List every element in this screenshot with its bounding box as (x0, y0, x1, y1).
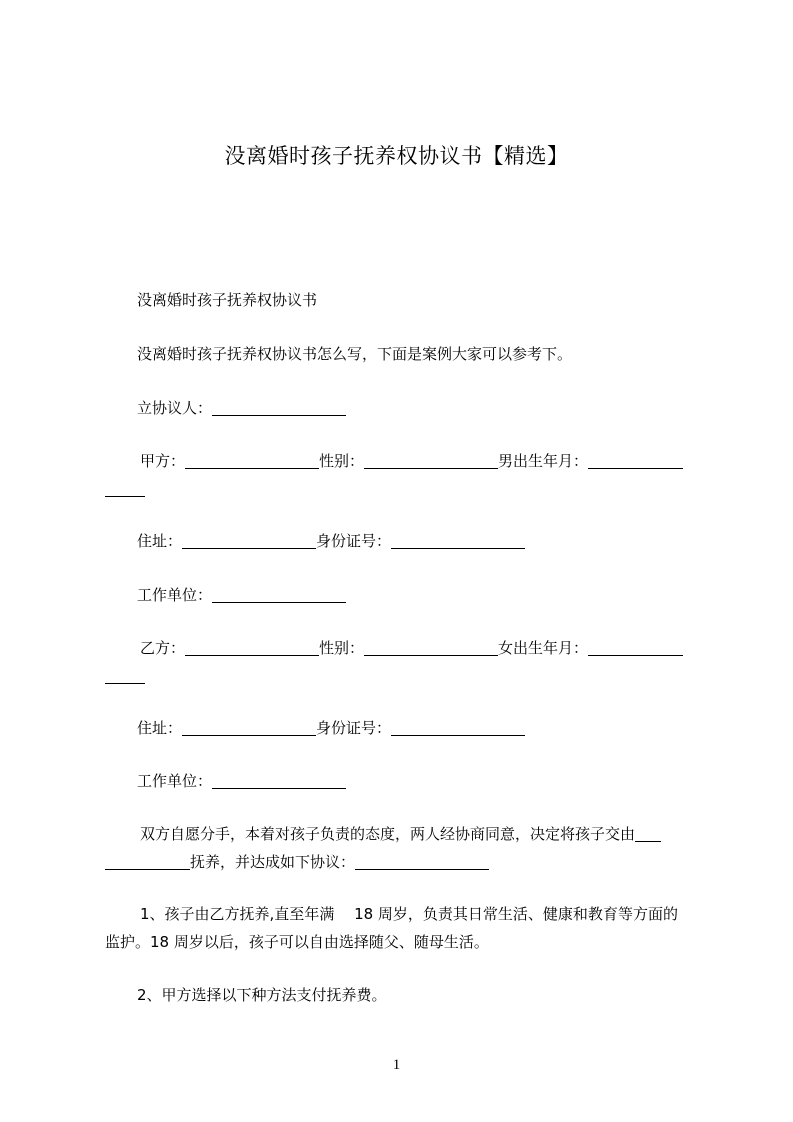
agreement-heading (105, 285, 737, 315)
party-a-id-blank[interactable] (391, 530, 525, 549)
agreement-intro-text-1: 双方自愿分手，本着对孩子负责的态度，两人经协商同意，决定将孩子交由 (140, 825, 636, 843)
agreement-intro-text-2: 抚养，并达成如下协议： (190, 853, 356, 871)
parties-label: 立协议人： (137, 399, 213, 417)
party-a-address-label: 住址： (137, 532, 183, 550)
party-b-line (105, 633, 740, 663)
party-b-address-blank[interactable] (182, 717, 316, 736)
party-a-work-line (105, 580, 737, 610)
clause-1-text-1: 1、孩子由乙方抚养,直至年满 18 周岁，负责其日常生活、健康和教育等方面的 (140, 905, 678, 923)
party-a-id-label: 身份证号： (316, 532, 392, 550)
clause-2-line (105, 980, 737, 1010)
party-a-address-line (105, 526, 737, 556)
party-b-birth-blank-cont[interactable] (105, 665, 145, 684)
party-b-address-line (105, 713, 737, 743)
agreement-blank[interactable] (355, 851, 489, 870)
party-a-address-blank[interactable] (182, 530, 316, 549)
clause-1-line-1 (105, 899, 740, 929)
party-a-label: 甲方： (140, 452, 186, 470)
party-a-name-blank[interactable] (185, 450, 319, 469)
clause-1-text-2: 监护。18 周岁以后，孩子可以自由选择随父、随母生活。 (105, 933, 489, 951)
agreement-heading-text: 没离婚时孩子抚养权协议书 (137, 291, 318, 309)
party-b-id-label: 身份证号： (316, 719, 392, 737)
party-b-id-blank[interactable] (391, 717, 525, 736)
intro-paragraph (105, 339, 737, 369)
clause-1-line-2 (105, 927, 705, 957)
parties-line (105, 393, 737, 423)
intro-text: 没离婚时孩子抚养权协议书怎么写，下面是案例大家可以参考下。 (137, 345, 573, 363)
party-a-gender-blank[interactable] (364, 450, 498, 469)
clause-2-text: 2、甲方选择以下种方法支付抚养费。 (137, 986, 387, 1004)
party-a-work-blank[interactable] (212, 584, 346, 603)
party-a-birth-label: 出生年月： (513, 452, 589, 470)
party-b-gender-blank[interactable] (364, 637, 498, 656)
party-b-name-blank[interactable] (185, 637, 319, 656)
party-b-line-cont (105, 661, 705, 691)
party-a-gender-label: 性别： (319, 452, 365, 470)
party-b-birth-blank[interactable] (588, 637, 683, 656)
party-a-line-cont (105, 474, 705, 504)
party-b-birth-label: 出生年月： (513, 639, 589, 657)
document-title: 没离婚时孩子抚养权协议书【精选】 (224, 144, 569, 168)
agreement-intro-line-2 (105, 847, 705, 877)
party-b-gender-value: 女 (498, 639, 514, 657)
party-b-gender-label: 性别： (319, 639, 365, 657)
party-b-work-blank[interactable] (212, 770, 346, 789)
custodian-blank-cont[interactable] (105, 851, 190, 870)
party-b-work-label: 工作单位： (137, 772, 213, 790)
party-b-address-label: 住址： (137, 719, 183, 737)
party-b-work-line (105, 766, 737, 796)
agreement-intro-line-1 (105, 819, 740, 849)
page-number: 1 (392, 1057, 401, 1073)
party-b-label: 乙方： (140, 639, 186, 657)
party-a-birth-blank-cont[interactable] (105, 478, 145, 497)
party-a-work-label: 工作单位： (137, 586, 213, 604)
party-a-birth-blank[interactable] (588, 450, 683, 469)
parties-blank[interactable] (212, 397, 346, 416)
party-a-gender-value: 男 (498, 452, 514, 470)
party-a-line (105, 446, 740, 476)
custodian-blank[interactable] (635, 823, 661, 842)
